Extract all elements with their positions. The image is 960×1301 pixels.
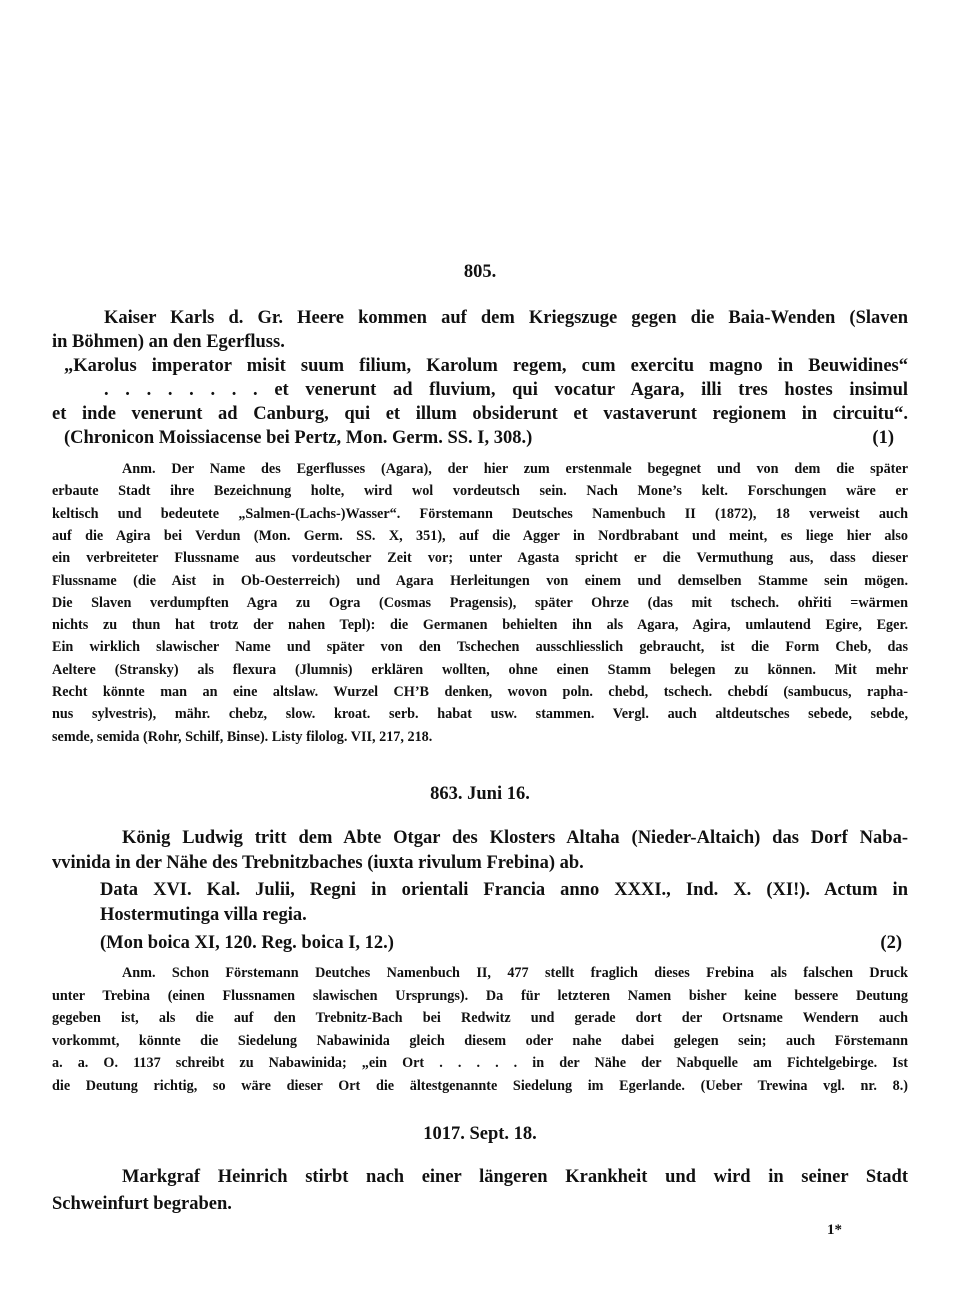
note-line: nus sylvestris), mähr. chebz, slow. kroat. serb. habat usw. stammen. Vergl. auch altdeutsches sebede, sebde, xyxy=(52,706,908,723)
note-line: Aeltere (Stransky) als flexura (Jlumnis) erklären wollten, ohne einen Stamm belegen zu können. Mit mehr xyxy=(52,661,908,678)
section-863-heading: 863. Juni 16. xyxy=(430,784,530,804)
text-line: . . . . . . . . et venerunt ad fluvium, qui vocatur Agara, illi tres hostes insimul xyxy=(104,380,908,400)
note-line: die Deutung richtig, so wäre dieser Ort die ältestgenannte Siedelung im Egerlande. (Ueber Trewina vgl. nr. 8.) xyxy=(52,1077,908,1094)
section-805-heading: 805. xyxy=(463,262,497,282)
text-line: Hostermutinga villa regia. xyxy=(100,905,307,925)
note-line: gegeben ist, als die auf den Trebnitz-Bach bei Redwitz und gerade dort der Ortsname Wendern auch xyxy=(52,1010,908,1026)
note-line: auf die Agira bei Verdun (Mon. Germ. SS. X, 351), auf die Agger in Nordbrabant und meint, es liege hier also xyxy=(52,527,908,544)
note-line: Anm. Der Name des Egerflusses (Agara), der hier zum erstenmale begegnet und von dem die später xyxy=(122,461,908,477)
note-line: keltisch und bedeutete „Salmen-(Lachs-)Wasser“. Förstemann Deutsches Namenbuch II (1872), 18 verweist auch xyxy=(52,505,908,522)
note-line: Recht könnte man an eine altslaw. Wurzel CH’B denken, wovon poln. chebd, tschech. chebdí (sambucus, rapha- xyxy=(52,684,908,700)
citation-text: (Mon boica XI, 120. Reg. boica I, 12.) xyxy=(100,933,394,953)
citation-text: (Chronicon Moissiacense bei Pertz, Mon. Germ. SS. I, 308.) xyxy=(64,428,533,448)
reference-number: (1) xyxy=(872,428,894,448)
text-line: et inde venerunt ad Canburg, qui et illum obsiderunt et vastaverunt regionem in circuitu“. xyxy=(52,404,908,424)
text-line: König Ludwig tritt dem Abte Otgar des Klosters Altaha (Nieder-Altaich) das Dorf Naba- xyxy=(122,828,908,848)
note-line: erbaute Stadt ihre Bezeichnung holte, wird wol vordeutsch sein. Nach Mone’s kelt. Forschungen wäre er xyxy=(52,483,908,500)
note-line: nichts zu thun hat trotz der nahen Tepl): die Germanen behielten ihn als Agara, Agira, umlautend Egire, Eger. xyxy=(52,617,908,634)
note-line: ein verbreiteter Flussname aus vordeutscher Zeit vor; unter Agasta spricht er die Vermuthung aus, dass dieser xyxy=(52,550,908,567)
note-line: vorkommt, könnte die Siedelung Nabawinida gleich diesem oder nahe dabei gelegen sein; auch Förstemann xyxy=(52,1032,908,1049)
note-line: Ein wirklich slawischer Name und später von den Tschechen ausschliesslich gebraucht, ist die Form Cheb, das xyxy=(52,639,908,656)
reference-number: (2) xyxy=(880,933,902,953)
section-1017-heading: 1017. Sept. 18. xyxy=(423,1124,537,1144)
citation-line xyxy=(52,931,908,955)
note-line: semde, semida (Rohr, Schilf, Binse). Listy filolog. VII, 217, 218. xyxy=(52,728,433,745)
text-line: „Karolus imperator misit suum filium, Karolum regem, cum exercitu magno in Beuwidines“ xyxy=(64,356,908,376)
text-line: Markgraf Heinrich stirbt nach einer längeren Krankheit und wird in seiner Stadt xyxy=(122,1167,908,1187)
text-line: vvinida in der Nähe des Trebnitzbaches (iuxta rivulum Frebina) ab. xyxy=(52,853,584,873)
text-line: Data XVI. Kal. Julii, Regni in orientali Francia anno XXXI., Ind. X. (XI!). Actum in xyxy=(100,880,908,900)
note-line: Die Slaven verdumpften Agra zu Ogra (Cosmas Pragensis), später Ohrze (das mit tschech. ohřiti =wärmen xyxy=(52,594,908,611)
note-line: Anm. Schon Förstemann Deutches Namenbuch II, 477 stellt fraglich dieses Frebina als falschen Druck xyxy=(122,965,908,981)
signature-mark: 1* xyxy=(827,1222,842,1238)
note-line: unter Trebina (einen Flussnamen slawischen Ursprungs). Da für letzteren Namen bisher keine bessere Deutung xyxy=(52,987,908,1004)
note-line: a. a. O. 1137 schreibt zu Nabawinida; „ein Ort . . . . . in der Nähe der Nabquelle am Fichtelgebirge. Ist xyxy=(52,1055,908,1071)
note-line: Flussname (die Aist in Ob-Oesterreich) und Agara Herleitungen von einem und demselben Stamme sein mögen. xyxy=(52,572,908,589)
citation-line xyxy=(52,426,908,450)
text-line: Schweinfurt begraben. xyxy=(52,1194,232,1214)
text-line: Kaiser Karls d. Gr. Heere kommen auf dem Kriegszuge gegen die Baia-Wenden (Slaven xyxy=(104,308,908,328)
text-line: in Böhmen) an den Egerfluss. xyxy=(52,332,285,352)
